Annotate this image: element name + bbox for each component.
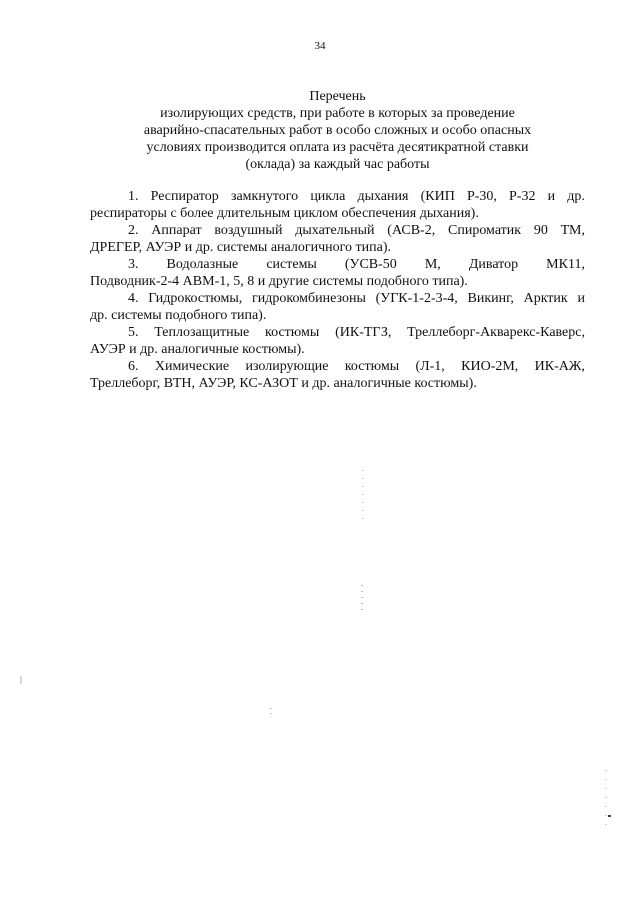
list-item-first-line: 5. Теплозащитные костюмы (ИК-ТГЗ, Треллеборг-Акварекс-Каверс, <box>128 325 585 340</box>
list-item-continuation: АУЭР и др. аналогичные костюмы). <box>90 342 305 357</box>
title-heading: Перечень <box>309 89 366 104</box>
scan-artifact <box>361 585 363 615</box>
scan-artifact <box>20 676 22 684</box>
page-number: 34 <box>314 40 326 52</box>
list-item-continuation: Подводник-2-4 АВМ-1, 5, 8 и другие системы подобного типа). <box>90 274 468 289</box>
list-item-first-line: 1. Респиратор замкнутого цикла дыхания (КИП Р-30, Р-32 и др. <box>128 189 585 204</box>
list-item <box>90 256 585 290</box>
list-item-first-line: 2. Аппарат воздушный дыхательный (АСВ-2, Спироматик 90 ТМ, <box>128 223 585 238</box>
list-item <box>90 222 585 256</box>
equipment-list <box>90 188 585 392</box>
scan-speck <box>608 815 611 817</box>
list-item <box>90 324 585 358</box>
list-item-first-line: 4. Гидрокостюмы, гидрокомбинезоны (УГК-1-2-3-4, Викинг, Арктик и <box>128 291 585 306</box>
document-title <box>90 88 585 173</box>
list-item-continuation: Треллеборг, ВТН, АУЭР, КС-АЗОТ и др. аналогичные костюмы). <box>90 376 477 391</box>
list-item <box>90 188 585 222</box>
title-line: аварийно-спасательных работ в особо сложных и особо опасных <box>143 123 532 138</box>
scan-artifact <box>605 770 607 830</box>
title-line: (оклада) за каждый час работы <box>245 157 430 172</box>
list-item-first-line: 3. Водолазные системы (УСВ-50 М, Диватор МК11, <box>128 257 585 272</box>
scan-artifact <box>270 708 272 718</box>
scan-artifact <box>362 470 364 520</box>
title-line: изолирующих средств, при работе в которых за проведение <box>160 106 515 121</box>
list-item-continuation: респираторы с более длительным циклом обеспечения дыхания). <box>90 206 479 221</box>
list-item-first-line: 6. Химические изолирующие костюмы (Л-1, КИО-2М, ИК-АЖ, <box>128 359 585 374</box>
list-item <box>90 290 585 324</box>
list-item-continuation: др. системы подобного типа). <box>90 308 267 323</box>
list-item-continuation: ДРЕГЕР, АУЭР и др. системы аналогичного типа). <box>90 240 392 255</box>
title-line: условиях производится оплата из расчёта десятикратной ставки <box>146 140 529 155</box>
list-item <box>90 358 585 392</box>
